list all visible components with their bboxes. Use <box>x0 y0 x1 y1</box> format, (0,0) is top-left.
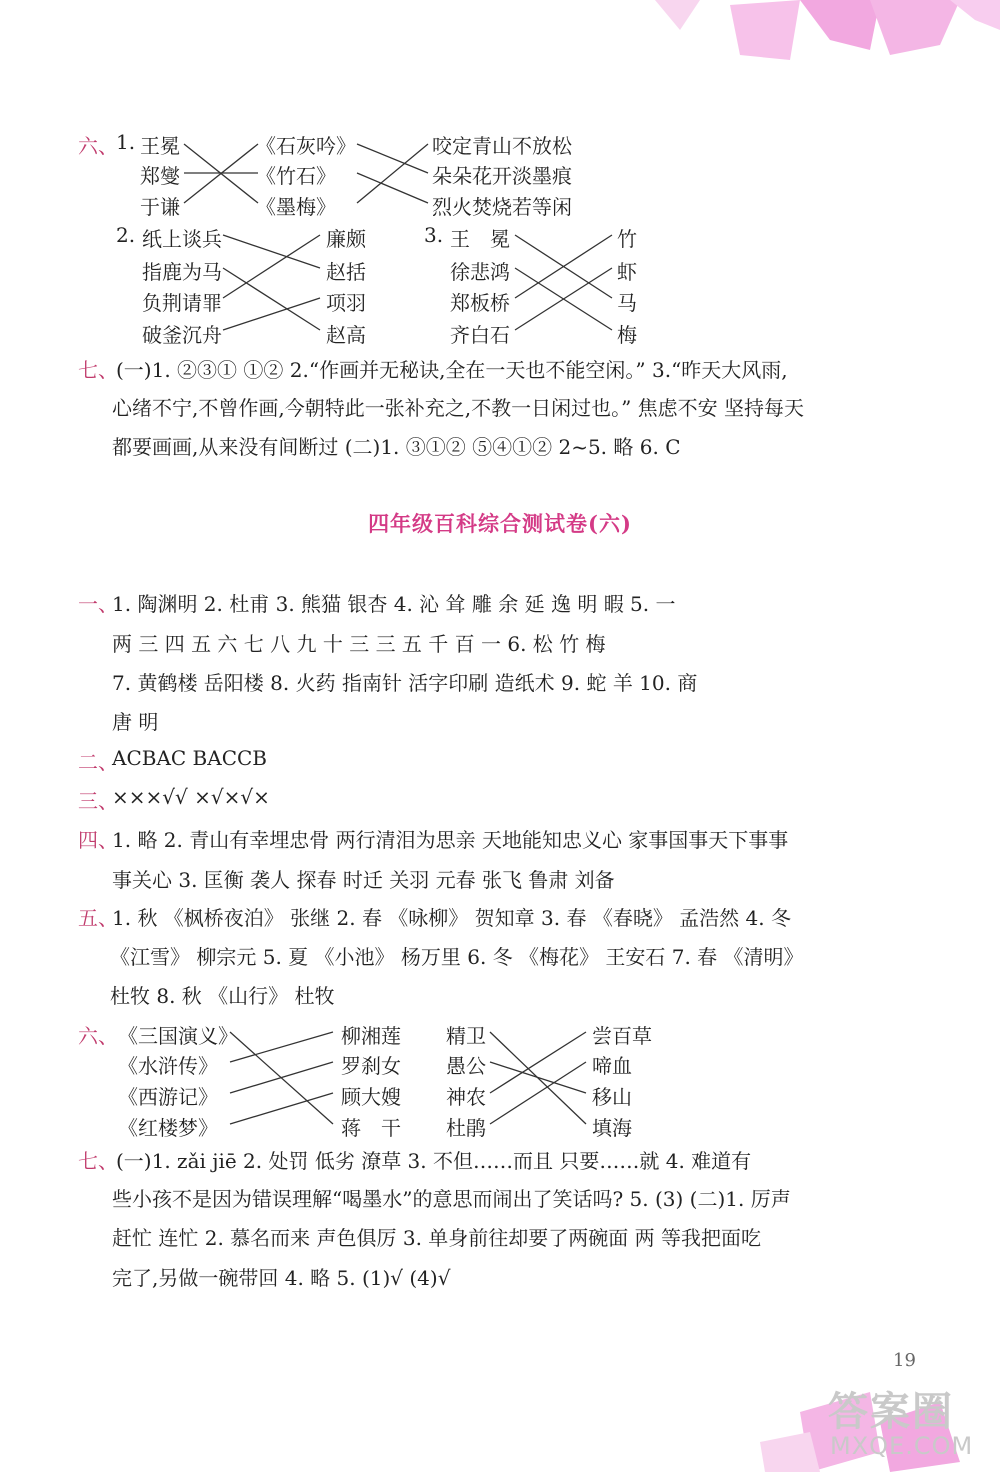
watermark-url: MXQE.COM <box>830 1432 974 1460</box>
person-item: 项羽 <box>326 291 366 315</box>
watermark-logo: 答案圈 <box>828 1389 954 1435</box>
answer-line: 赶忙 连忙 2. 慕名而来 声色俱厉 3. 单身前往却要了两碗面 两 等我把面吃 <box>112 1226 762 1250</box>
answer-line: 1. 略 2. 青山有幸埋忠骨 两行清泪为思亲 天地能知忠义心 家事国事天下事事 <box>112 828 789 852</box>
deed-item: 移山 <box>592 1085 632 1109</box>
novel-item: 《西游记》 <box>118 1085 218 1109</box>
answer-line: 心绪不宁,不曾作画,今朝特此一张补充之,不教一日闲过也。” 焦虑不安 坚持每天 <box>112 396 805 420</box>
section-7b-number: 七、 <box>78 1149 118 1173</box>
idiom-item: 负荆请罪 <box>142 291 222 315</box>
answer-line: 都要画画,从来没有间断过 (二)1. ③①② ⑤④①② 2~5. 略 6. C <box>112 435 681 459</box>
answer-line: 1. 陶渊明 2. 杜甫 3. 熊猫 银杏 4. 沁 耸 雕 余 延 逸 明 暇 5. 一 <box>112 592 676 616</box>
question-index: 3. <box>424 223 444 247</box>
answer-line: 两 三 四 五 六 七 八 九 十 三 三 五 千 百 一 6. 松 竹 梅 <box>112 632 606 656</box>
myth-item: 精卫 <box>446 1024 486 1048</box>
answer-line: 杜牧 8. 秋 《山行》 杜牧 <box>110 984 335 1008</box>
idiom-item: 破釜沉舟 <box>142 323 222 347</box>
answer-line: 1. 秋 《枫桥夜泊》 张继 2. 春 《咏柳》 贺知章 3. 春 《春晓》 孟浩然 4. 冬 <box>112 906 791 930</box>
test-title: 四年级百科综合测试卷(六) <box>368 511 632 536</box>
myth-item: 愚公 <box>446 1054 486 1078</box>
deed-item: 尝百草 <box>592 1024 652 1048</box>
character-item: 蒋 干 <box>341 1116 401 1140</box>
novel-item: 《红楼梦》 <box>118 1116 218 1140</box>
section-6b-number: 六、 <box>78 1024 118 1048</box>
answer-line: 7. 黄鹤楼 岳阳楼 8. 火药 指南针 活字印刷 造纸术 9. 蛇 羊 10. 商 <box>112 671 698 695</box>
subject-item: 虾 <box>617 260 637 284</box>
idiom-item: 指鹿为马 <box>142 260 222 284</box>
work-item: 《竹石》 <box>256 164 336 188</box>
subject-item: 梅 <box>617 323 637 347</box>
myth-item: 神农 <box>446 1085 486 1109</box>
section-1-number: 一、 <box>78 592 118 616</box>
answer-line: 些小孩不是因为错误理解“喝墨水”的意思而闹出了笑话吗? 5. (3) (二)1. 厉声 <box>112 1187 791 1211</box>
answer-line: ACBAC BACCB <box>112 746 267 770</box>
author-item: 郑燮 <box>140 164 180 188</box>
section-5-number: 五、 <box>78 906 118 930</box>
section-4-number: 四、 <box>78 828 118 852</box>
painter-item: 王 冕 <box>450 227 510 251</box>
question-index: 1. <box>116 130 136 154</box>
answer-line: (一)1. ②③① ①② 2.“作画并无秘诀,全在一天也不能空闲。” 3.“昨天大风雨, <box>116 358 788 382</box>
section-6-number: 六、 <box>78 134 118 158</box>
subject-item: 竹 <box>617 227 637 251</box>
author-item: 王冕 <box>140 134 180 158</box>
section-7-number: 七、 <box>78 358 118 382</box>
novel-item: 《水浒传》 <box>118 1054 218 1078</box>
person-item: 赵高 <box>326 323 366 347</box>
section-2-number: 二、 <box>78 750 118 774</box>
novel-item: 《三国演义》 <box>118 1024 238 1048</box>
person-item: 赵括 <box>326 260 366 284</box>
person-item: 廉颇 <box>326 227 366 251</box>
deed-item: 啼血 <box>592 1054 632 1078</box>
answer-line: 唐 明 <box>112 710 159 734</box>
question-index: 2. <box>116 223 136 247</box>
poem-line-item: 咬定青山不放松 <box>432 134 572 158</box>
myth-item: 杜鹃 <box>446 1116 486 1140</box>
character-item: 柳湘莲 <box>341 1024 401 1048</box>
poem-line-item: 烈火焚烧若等闲 <box>432 195 572 219</box>
page-number: 19 <box>893 1350 916 1371</box>
author-item: 于谦 <box>140 195 180 219</box>
answer-line: 《江雪》 柳宗元 5. 夏 《小池》 杨万里 6. 冬 《梅花》 王安石 7. 春 《清明》 <box>110 945 804 969</box>
painter-item: 郑板桥 <box>450 291 510 315</box>
painter-item: 齐白石 <box>450 323 510 347</box>
answer-line: (一)1. zǎi jiē 2. 处罚 低劣 潦草 3. 不但……而且 只要……就 4. 难道有 <box>116 1149 752 1173</box>
character-item: 顾大嫂 <box>341 1085 401 1109</box>
poem-line-item: 朵朵花开淡墨痕 <box>432 164 572 188</box>
section-3-number: 三、 <box>78 789 118 813</box>
subject-item: 马 <box>617 291 637 315</box>
painter-item: 徐悲鸿 <box>450 260 510 284</box>
work-item: 《石灰吟》 <box>256 134 356 158</box>
character-item: 罗刹女 <box>341 1054 401 1078</box>
work-item: 《墨梅》 <box>256 195 336 219</box>
deed-item: 填海 <box>592 1116 632 1140</box>
answer-line: ×××√√ ×√×√× <box>112 785 270 809</box>
answer-line: 事关心 3. 匡衡 袭人 探春 时迁 关羽 元春 张飞 鲁肃 刘备 <box>112 868 615 892</box>
answer-line: 完了,另做一碗带回 4. 略 5. (1)√ (4)√ <box>112 1266 451 1290</box>
idiom-item: 纸上谈兵 <box>142 227 222 251</box>
